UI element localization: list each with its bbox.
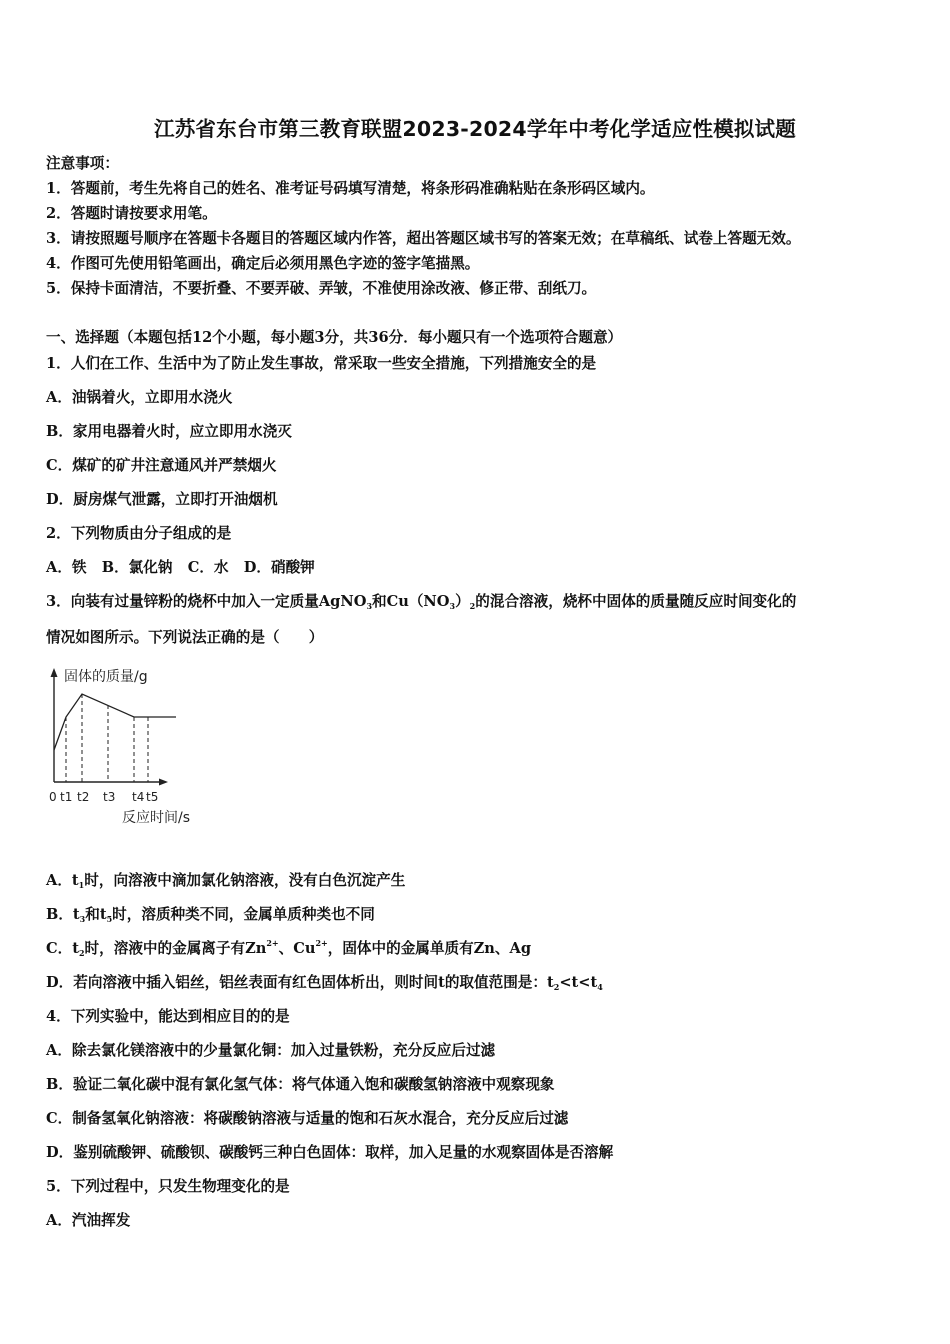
x-axis-arrow-icon bbox=[159, 779, 168, 786]
option-text: A．t bbox=[46, 872, 79, 889]
notice-heading: 注意事项： bbox=[46, 155, 119, 172]
q4-stem: 4．下列实验中，能达到相应目的的是 bbox=[46, 1008, 290, 1025]
tick-t3: t3 bbox=[103, 790, 116, 804]
q1-option-d: D．厨房煤气泄露，立即打开油烟机 bbox=[46, 491, 278, 508]
q3-stem-part: 3．向装有过量锌粉的烧杯中加入一定质量AgNO bbox=[46, 593, 367, 610]
subscript: 5 bbox=[106, 914, 113, 924]
tick-t2: t2 bbox=[77, 790, 90, 804]
q2-stem: 2．下列物质由分子组成的是 bbox=[46, 525, 232, 542]
option-text: D．若向溶液中插入铝丝，铝丝表面有红色固体析出，则时间t的取值范围是：t bbox=[46, 974, 554, 991]
page-title: 江苏省东台市第三教育联盟2023-2024学年中考化学适应性模拟试题 bbox=[154, 117, 796, 141]
option-text: B．t bbox=[46, 906, 80, 923]
q5-option-a: A．汽油挥发 bbox=[46, 1212, 131, 1229]
q3-stem-part: ） bbox=[455, 593, 470, 610]
subscript: 3 bbox=[366, 601, 373, 611]
option-text: 、Cu bbox=[278, 940, 316, 957]
q3-option-b bbox=[46, 903, 375, 924]
q3-stem-part: 的混合溶液，烧杯中固体的质量随反应时间变化的 bbox=[475, 593, 797, 610]
x-axis-label: 反应时间/s bbox=[122, 810, 191, 826]
q1-stem: 1．人们在工作、生活中为了防止发生事故，常采取一些安全措施，下列措施安全的是 bbox=[46, 355, 597, 372]
option-text: C．t bbox=[46, 940, 79, 957]
subscript: 2 bbox=[553, 982, 560, 992]
q4-option-d: D．鉴别硫酸钾、硫酸钡、碳酸钙三种白色固体：取样，加入足量的水观察固体是否溶解 bbox=[46, 1144, 614, 1161]
notice-item-5: 5．保持卡面清洁，不要折叠、不要弄破、弄皱，不准使用涂改液、修正带、刮纸刀。 bbox=[46, 280, 597, 297]
q5-stem: 5．下列过程中，只发生物理变化的是 bbox=[46, 1178, 290, 1195]
q3-stem-part: 和Cu（NO bbox=[372, 593, 450, 610]
subscript: 2 bbox=[78, 948, 85, 958]
q3-option-c bbox=[46, 937, 531, 958]
notice-item-1: 1．答题前，考生先将自己的姓名、准考证号码填写清楚，将条形码准确粘贴在条形码区域内。 bbox=[46, 180, 655, 197]
q3-option-a bbox=[46, 869, 405, 890]
notice-item-2: 2．答题时请按要求用笔。 bbox=[46, 205, 217, 222]
option-text: 和t bbox=[85, 906, 107, 923]
q4-option-c: C．制备氢氧化钠溶液：将碳酸钠溶液与适量的饱和石灰水混合，充分反应后过滤 bbox=[46, 1110, 569, 1127]
subscript: 3 bbox=[79, 914, 86, 924]
subscript: 4 bbox=[597, 982, 603, 992]
tick-t4: t4 bbox=[132, 790, 145, 804]
tick-t1: t1 bbox=[60, 790, 73, 804]
option-text: 时，向溶液中滴加氯化钠溶液，没有白色沉淀产生 bbox=[84, 872, 406, 889]
section-heading: 一、选择题（本题包括12个小题，每小题3分，共36分．每小题只有一个选项符合题意） bbox=[46, 329, 623, 346]
superscript: 2+ bbox=[266, 938, 279, 948]
subscript: 2 bbox=[469, 601, 476, 611]
tick-t5: t5 bbox=[146, 790, 159, 804]
y-axis-label: 固体的质量/g bbox=[64, 669, 148, 685]
notice-item-3: 3．请按照题号顺序在答题卡各题目的答题区域内作答，超出答题区域书写的答案无效；在草稿纸、试卷上答题无效。 bbox=[46, 230, 801, 247]
q1-option-b: B．家用电器着火时，应立即用水浇灭 bbox=[46, 423, 292, 440]
y-axis-arrow-icon bbox=[51, 668, 58, 677]
mass-curve bbox=[54, 694, 176, 750]
subscript: 1 bbox=[78, 880, 85, 890]
q2-options: A．铁 B．氯化钠 C．水 D．硝酸钾 bbox=[46, 559, 315, 576]
notice-item-4: 4．作图可先使用铅笔画出，确定后必须用黑色字迹的签字笔描黑。 bbox=[46, 255, 480, 272]
q3-stem bbox=[46, 590, 796, 611]
option-text: 时，溶液中的金属离子有Zn bbox=[84, 940, 267, 957]
origin-label: 0 bbox=[49, 790, 57, 804]
option-text: <t<t bbox=[559, 974, 598, 991]
q3-mass-time-graph bbox=[46, 662, 216, 832]
q4-option-b: B．验证二氧化碳中混有氯化氢气体：将气体通入饱和碳酸氢钠溶液中观察现象 bbox=[46, 1076, 555, 1093]
q1-option-a: A．油锅着火，立即用水浇火 bbox=[46, 389, 233, 406]
q3-option-d bbox=[46, 971, 603, 992]
option-text: ，固体中的金属单质有Zn、Ag bbox=[327, 940, 532, 957]
q3-stem-line2: 情况如图所示。下列说法正确的是（ ） bbox=[46, 629, 324, 646]
q1-option-c: C．煤矿的矿井注意通风并严禁烟火 bbox=[46, 457, 277, 474]
subscript: 3 bbox=[449, 601, 456, 611]
q4-option-a: A．除去氯化镁溶液中的少量氯化铜：加入过量铁粉，充分反应后过滤 bbox=[46, 1042, 496, 1059]
superscript: 2+ bbox=[315, 938, 328, 948]
option-text: 时，溶质种类不同，金属单质种类也不同 bbox=[112, 906, 375, 923]
